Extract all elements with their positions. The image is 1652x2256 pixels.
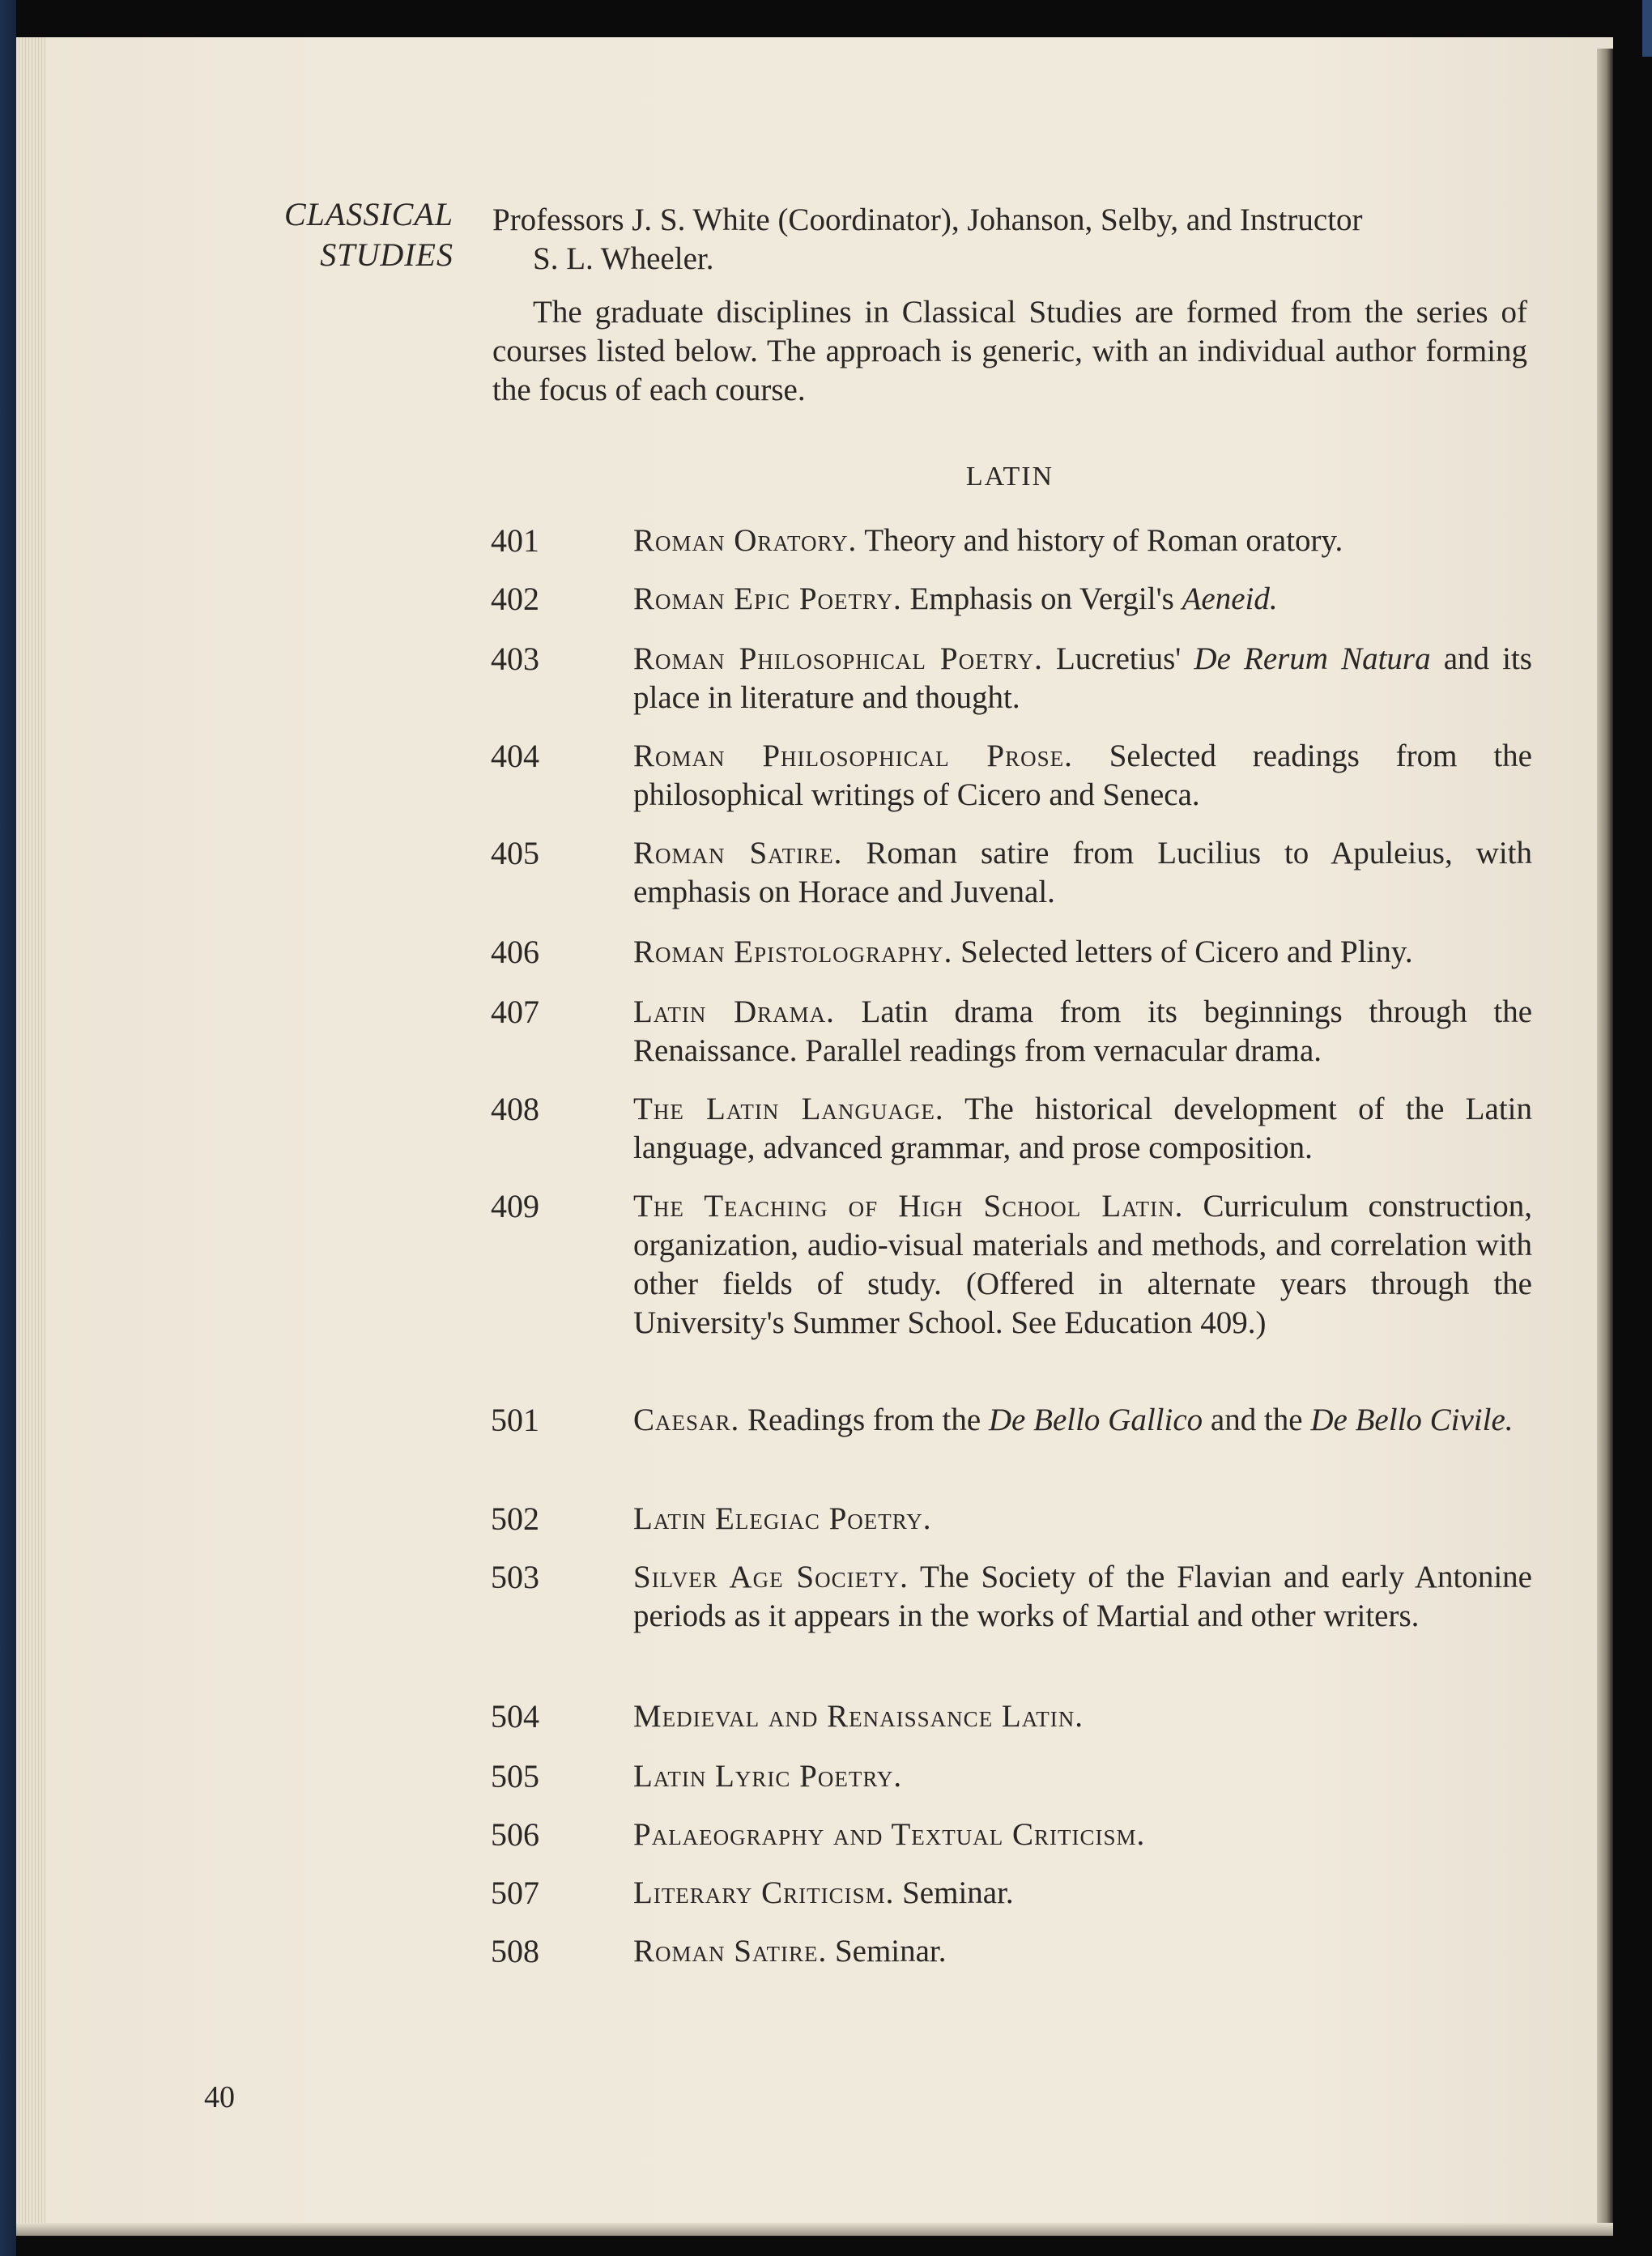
faculty-line1: Professors J. S. White (Coordinator), Johanson, Selby, and Instructor xyxy=(492,202,1363,237)
course-description-2: and the xyxy=(1203,1403,1311,1437)
course-title: Latin Lyric Poetry. xyxy=(633,1759,903,1794)
course-number: 505 xyxy=(491,1758,539,1794)
course-text xyxy=(633,737,1532,815)
course-text xyxy=(633,834,1532,912)
course-description-2: and its place in literature and thought. xyxy=(633,641,1532,715)
course-number: 501 xyxy=(491,1402,539,1438)
course-title: The Teaching of High School Latin. xyxy=(633,1189,1184,1224)
section-title-line2: STUDIES xyxy=(320,236,453,273)
course-title: Latin Drama. xyxy=(633,994,835,1029)
course-number: 403 xyxy=(491,641,539,677)
course-description: The historical development of the Latin language, advanced grammar, and prose composition. xyxy=(633,1092,1532,1165)
course-description: Latin drama from its beginnings through the Renaissance. Parallel readings from vernacular drama. xyxy=(633,994,1533,1068)
course-text xyxy=(633,1932,1532,1971)
section-title-line1: CLASSICAL xyxy=(283,196,453,232)
course-text xyxy=(633,521,1532,560)
course-description: Roman satire from Lucilius to Apuleius, with emphasis on Horace and Juvenal. xyxy=(633,836,1532,909)
course-text xyxy=(633,1697,1532,1736)
intro-paragraph: The graduate disciplines in Classical Studies are formed from the series of courses listed below. The approach is generic, with an individual author forming the focus of each course. xyxy=(492,295,1527,407)
course-number: 508 xyxy=(491,1933,539,1969)
course-description: The Society of the Flavian and early Antonine periods as it appears in the works of Martial and other writers. xyxy=(633,1560,1532,1633)
course-title: Roman Philosophical Prose. xyxy=(633,739,1073,773)
course-title: Roman Satire. xyxy=(633,1934,828,1969)
course-number: 506 xyxy=(491,1816,539,1853)
course-number: 409 xyxy=(491,1188,539,1224)
faculty-list xyxy=(492,201,1529,279)
course-italic-title: De Rerum Natura xyxy=(1194,641,1431,676)
page-number: 40 xyxy=(204,2080,235,2114)
course-text xyxy=(633,1874,1532,1913)
course-text xyxy=(633,640,1532,717)
course-text xyxy=(633,1090,1532,1168)
course-number: 504 xyxy=(491,1698,539,1735)
course-number: 401 xyxy=(491,522,539,559)
course-italic-title: Aeneid. xyxy=(1182,581,1278,616)
course-description: Readings from the xyxy=(739,1403,989,1437)
course-text xyxy=(633,1401,1532,1440)
course-text xyxy=(633,933,1532,972)
course-title: Medieval and Renaissance Latin. xyxy=(633,1699,1084,1734)
course-title: Roman Oratory. xyxy=(633,523,858,558)
course-number: 507 xyxy=(491,1875,539,1911)
course-text xyxy=(633,993,1532,1071)
course-title: Roman Philosophical Poetry. xyxy=(633,641,1043,676)
course-number: 406 xyxy=(491,934,539,970)
course-title: Literary Criticism. xyxy=(633,1875,895,1910)
course-description: Theory and history of Roman oratory. xyxy=(857,523,1343,558)
course-description: Lucretius' xyxy=(1042,641,1194,676)
course-title: Roman Epic Poetry. xyxy=(633,581,902,616)
course-number: 503 xyxy=(491,1559,539,1595)
course-description: Seminar. xyxy=(827,1934,947,1969)
course-text xyxy=(633,1757,1532,1796)
latin-subheading: LATIN xyxy=(965,462,1054,492)
course-number: 405 xyxy=(491,835,539,871)
course-text xyxy=(633,1500,1532,1539)
course-title: Palaeography and Textual Criticism. xyxy=(633,1817,1146,1852)
course-italic-title-2: De Bello Civile. xyxy=(1310,1403,1514,1437)
course-description: Curriculum construction, organization, audio-visual materials and methods, and correlation with other fields of study. (Offered in alternate years through the University's Summer School. See Education 409.) xyxy=(633,1189,1532,1340)
course-description: Emphasis on Vergil's xyxy=(901,581,1182,616)
course-text xyxy=(633,1558,1532,1636)
course-text xyxy=(633,1815,1532,1854)
course-title: The Latin Language. xyxy=(633,1092,944,1126)
course-title: Caesar. xyxy=(633,1403,740,1437)
section-title xyxy=(202,194,453,275)
course-number: 502 xyxy=(491,1500,539,1537)
course-title: Silver Age Society. xyxy=(633,1560,909,1594)
course-title: Roman Epistolography. xyxy=(633,934,953,969)
course-text xyxy=(633,1187,1532,1343)
course-italic-title: De Bello Gallico xyxy=(988,1403,1203,1437)
faculty-line2: S. L. Wheeler. xyxy=(533,241,714,276)
course-number: 402 xyxy=(491,581,539,617)
course-description: Selected letters of Cicero and Pliny. xyxy=(952,934,1413,969)
course-number: 404 xyxy=(491,738,539,774)
course-number: 407 xyxy=(491,994,539,1030)
course-text xyxy=(633,580,1532,619)
course-number: 408 xyxy=(491,1091,539,1127)
course-description: Selected readings from the philosophical writings of Cicero and Seneca. xyxy=(633,739,1532,812)
course-description: Seminar. xyxy=(894,1875,1014,1910)
course-title: Latin Elegiac Poetry. xyxy=(633,1501,932,1536)
course-title: Roman Satire. xyxy=(633,836,843,870)
